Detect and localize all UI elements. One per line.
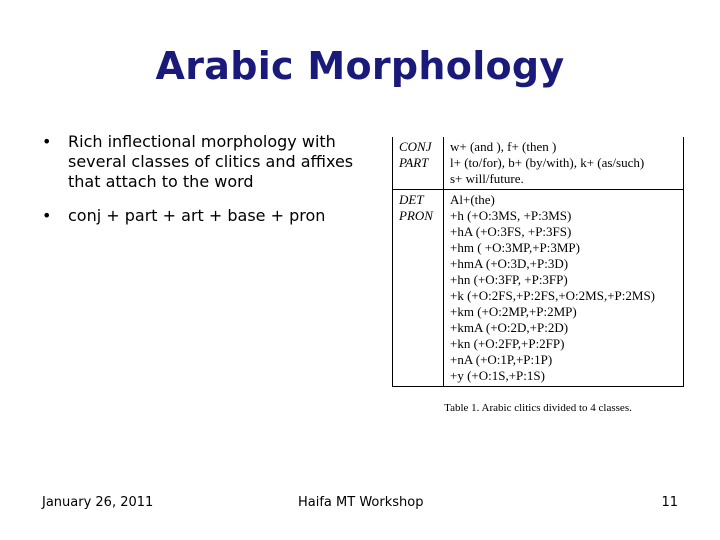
clitic-item: +kmA (+O:2D,+P:2D)	[450, 320, 569, 335]
clitic-item: +k (+O:2FS,+P:2FS,+O:2MS,+P:2MS)	[450, 288, 655, 303]
table-caption: Table 1. Arabic clitics divided to 4 classes.	[444, 402, 632, 414]
clitic-item: +y (+O:1S,+P:1S)	[450, 368, 545, 383]
clitic-class-label: CONJ	[399, 139, 432, 154]
bullet-marker: •	[42, 206, 52, 225]
bullet-marker: •	[42, 132, 52, 151]
bullet-item	[40, 206, 360, 226]
table-row	[393, 190, 684, 387]
clitic-item: +hn (+O:3FP, +P:3FP)	[450, 272, 568, 287]
clitic-item: +km (+O:2MP,+P:2MP)	[450, 304, 577, 319]
bullet-text: conj + part + art + base + pron	[68, 206, 326, 225]
clitic-class-cell	[393, 190, 444, 387]
page-number: 11	[661, 495, 678, 510]
clitic-class-label: PRON	[399, 208, 433, 223]
bullet-text: Rich inflectional morphology with several classes of clitics and affixes that attach to the word	[68, 132, 354, 191]
clitic-items-cell	[444, 190, 684, 387]
clitic-item: w+ (and ), f+ (then )	[450, 139, 557, 154]
table-row	[393, 137, 684, 190]
clitic-class-label: DET	[399, 192, 424, 207]
clitic-table	[392, 137, 684, 387]
clitic-item: l+ (to/for), b+ (by/with), k+ (as/such)	[450, 155, 645, 170]
clitic-item: +hA (+O:3FS, +P:3FS)	[450, 224, 572, 239]
clitic-item: +hmA (+O:3D,+P:3D)	[450, 256, 569, 271]
clitic-item: Al+(the)	[450, 192, 495, 207]
footer-date: January 26, 2011	[42, 495, 154, 510]
clitic-class-label: PART	[399, 155, 429, 170]
clitic-item: +hm ( +O:3MP,+P:3MP)	[450, 240, 580, 255]
page-title: Arabic Morphology	[155, 44, 565, 88]
clitic-class-cell	[393, 137, 444, 190]
bullet-list	[40, 132, 360, 240]
clitic-item: +nA (+O:1P,+P:1P)	[450, 352, 553, 367]
clitic-item: +kn (+O:2FP,+P:2FP)	[450, 336, 565, 351]
footer-event: Haifa MT Workshop	[298, 495, 424, 510]
clitic-item: s+ will/future.	[450, 171, 524, 186]
bullet-item	[40, 132, 360, 192]
clitic-item: +h (+O:3MS, +P:3MS)	[450, 208, 572, 223]
clitic-items-cell	[444, 137, 684, 190]
